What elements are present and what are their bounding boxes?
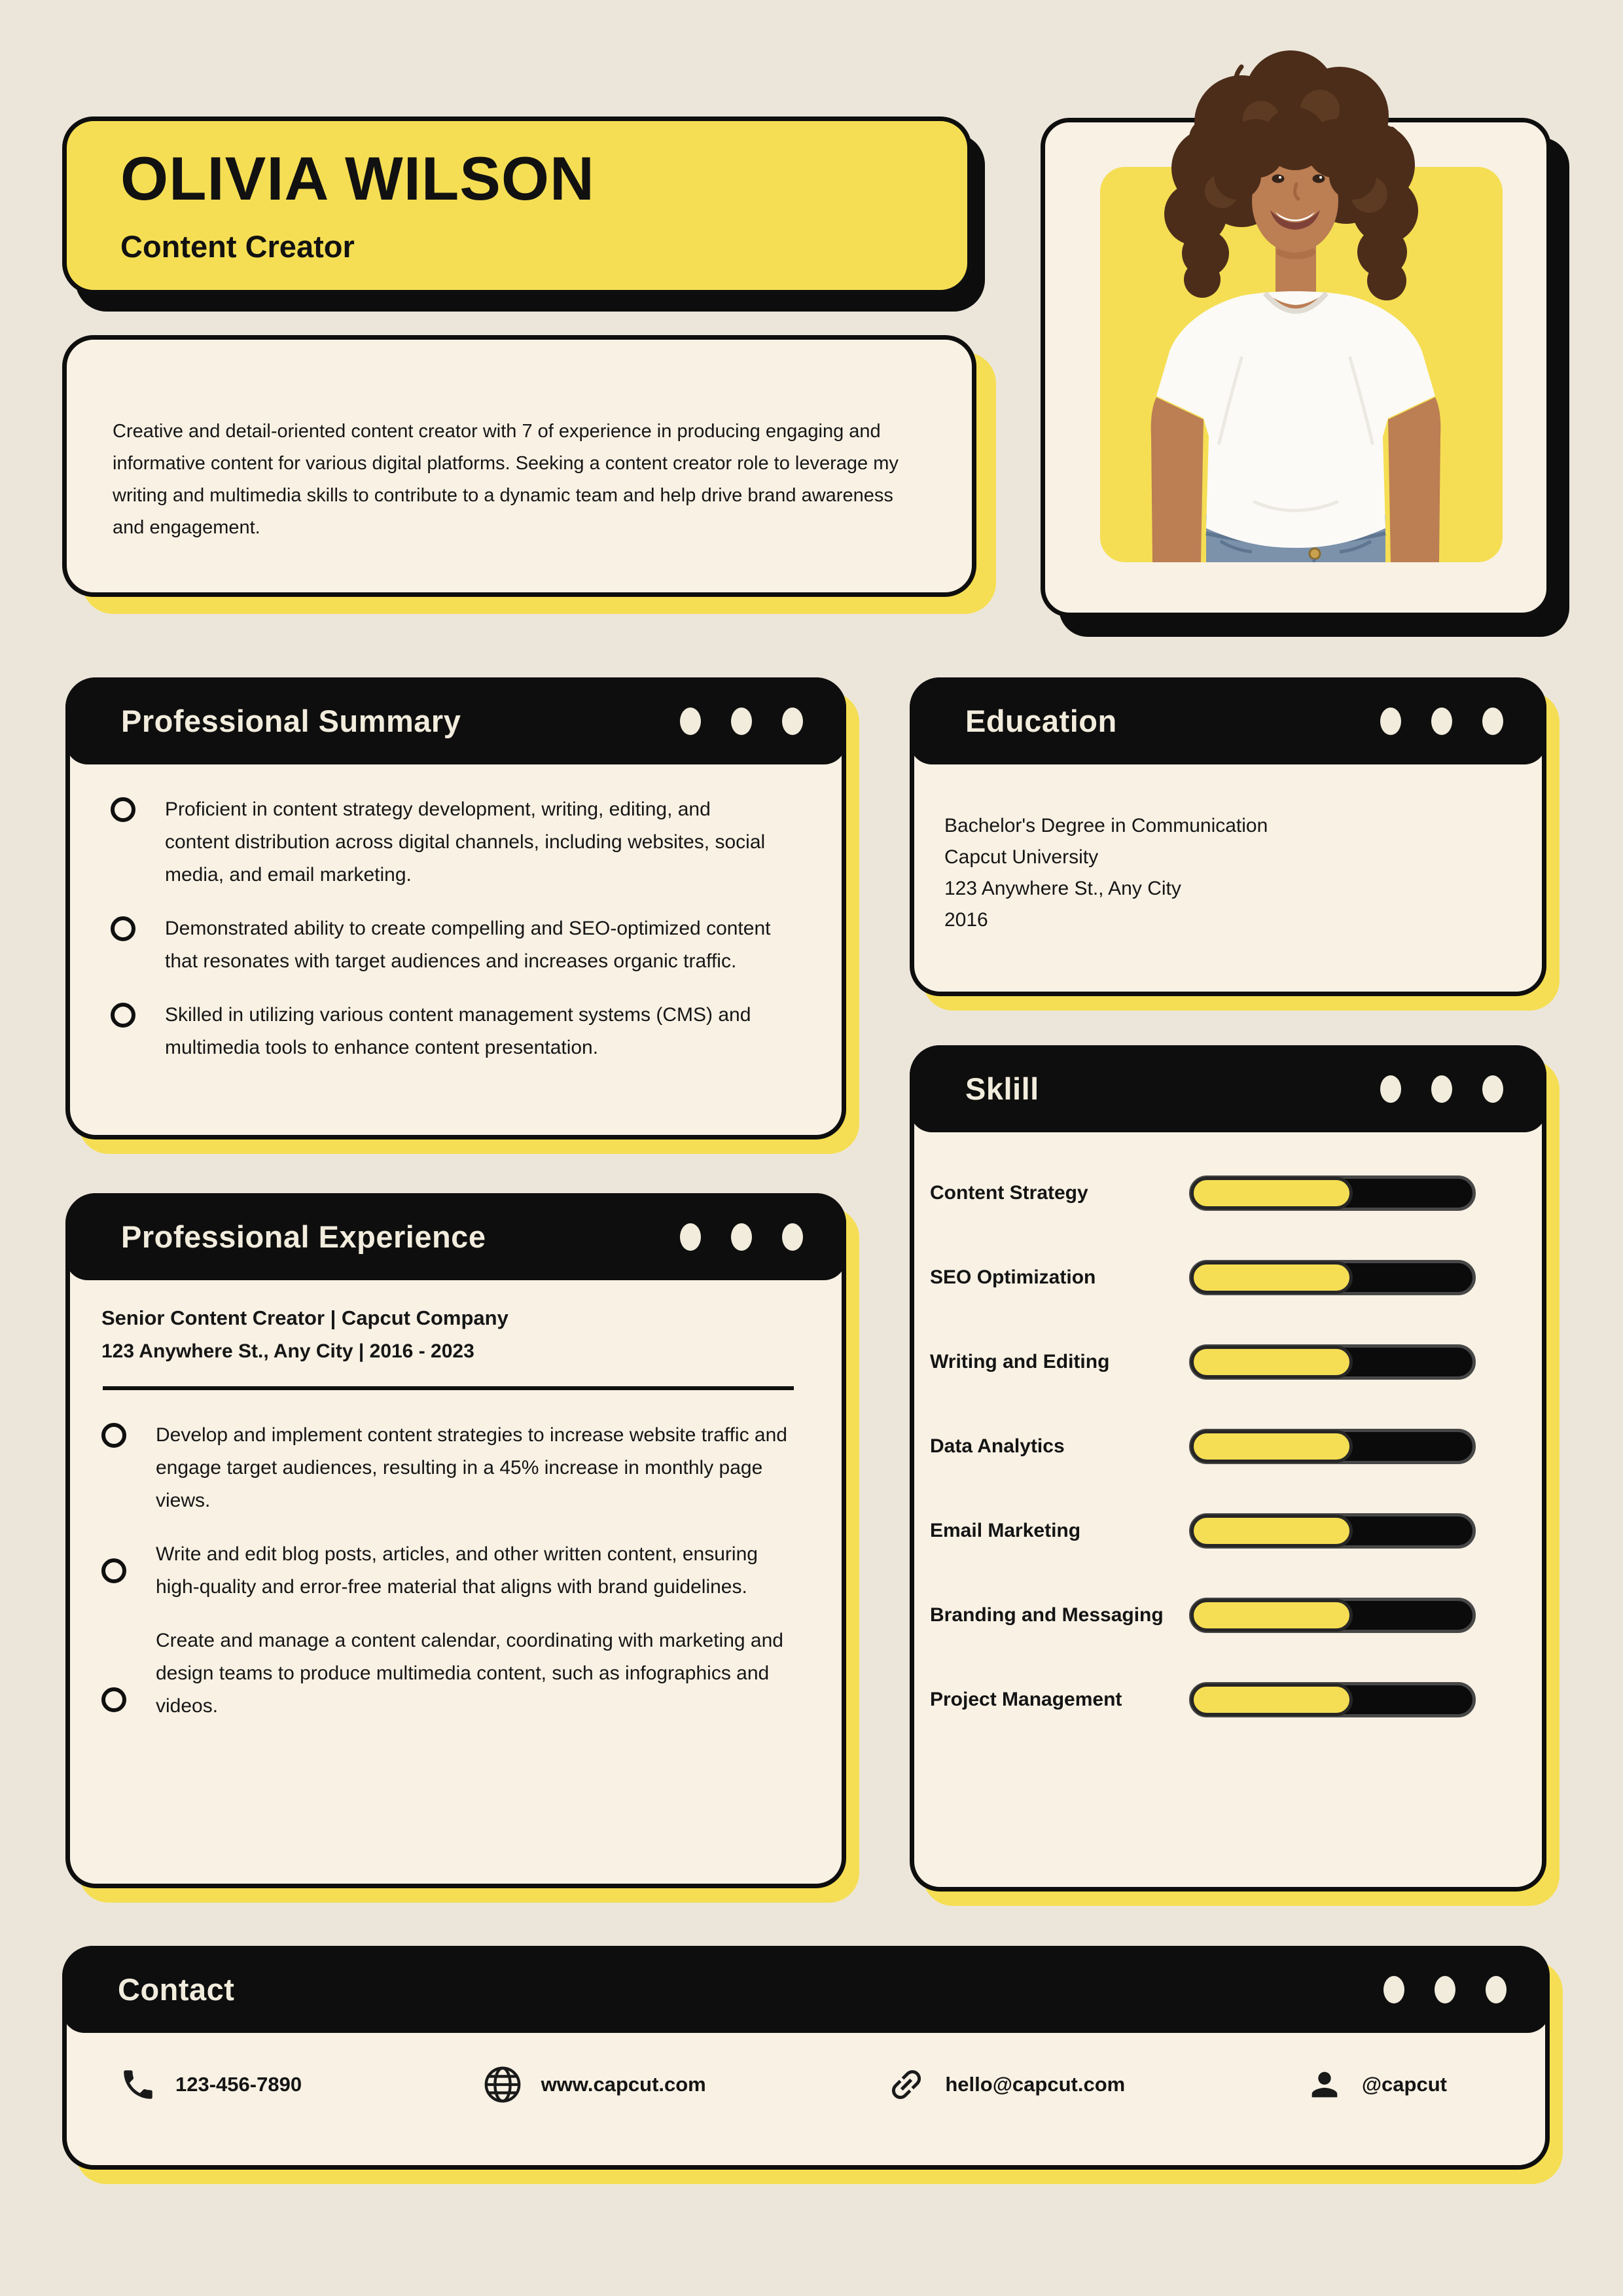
contact-social-value: @capcut	[1361, 2073, 1447, 2096]
bullet-circle-icon	[101, 1558, 126, 1583]
skill-label: SEO Optimization	[930, 1266, 1096, 1288]
skill-bar	[1189, 1344, 1476, 1380]
skill-bar	[1189, 1513, 1476, 1549]
user-icon	[1306, 2066, 1344, 2104]
window-dot-icon	[1431, 1075, 1452, 1103]
contact-phone	[119, 2066, 302, 2104]
skill-bar	[1189, 1598, 1476, 1633]
skills-list	[914, 1050, 1542, 1742]
summary-bullet-text: Skilled in utilizing various content management systems (CMS) and multimedia tools to enhance content presentation.	[165, 1004, 751, 1058]
skill-label: Project Management	[930, 1688, 1122, 1710]
skill-bar-fill	[1190, 1683, 1353, 1716]
education-school: Capcut University	[944, 846, 1099, 868]
skill-label: Writing and Editing	[930, 1350, 1110, 1372]
list-item	[101, 1419, 806, 1517]
window-dots	[1380, 708, 1503, 735]
skills-card	[910, 1045, 1546, 1892]
experience-bullet-text: Create and manage a content calendar, coordinating with marketing and design teams to produce multimedia content, such as infographics and videos.	[156, 1630, 783, 1717]
education-degree: Bachelor's Degree in Communication	[944, 815, 1268, 836]
phone-icon	[119, 2066, 157, 2104]
skill-row	[914, 1235, 1542, 1319]
globe-icon	[482, 2064, 523, 2105]
list-item	[111, 999, 800, 1064]
skill-row	[914, 1657, 1542, 1742]
experience-header	[65, 1193, 846, 1280]
bullet-circle-icon	[111, 916, 135, 941]
window-dot-icon	[731, 708, 752, 735]
window-dot-icon	[1486, 1976, 1507, 2003]
profile-photo	[1045, 44, 1556, 641]
skill-bar	[1189, 1429, 1476, 1464]
experience-bullet-text: Write and edit blog posts, articles, and other written content, ensuring high-quality and error-free material that aligns with brand guidelines.	[156, 1543, 758, 1598]
window-dot-icon	[1435, 1976, 1455, 2003]
skill-bar-fill	[1190, 1177, 1353, 1210]
skill-row	[914, 1319, 1542, 1404]
window-dot-icon	[1482, 708, 1503, 735]
education-title: Education	[965, 704, 1117, 738]
experience-bullets	[101, 1390, 806, 1723]
education-header	[910, 677, 1546, 764]
bullet-circle-icon	[101, 1423, 126, 1448]
skill-bar-fill	[1190, 1261, 1353, 1294]
list-item	[101, 1538, 806, 1604]
window-dot-icon	[680, 1223, 701, 1251]
skills-title: Sklill	[965, 1071, 1039, 1106]
contact-website-value: www.capcut.com	[541, 2073, 706, 2096]
contact-header	[62, 1946, 1550, 2033]
skill-row	[914, 1404, 1542, 1488]
list-item	[111, 912, 800, 978]
window-dot-icon	[1431, 708, 1452, 735]
experience-card	[65, 1193, 846, 1888]
bullet-circle-icon	[101, 1687, 126, 1712]
summary-bullet-text: Proficient in content strategy development, writing, editing, and content distribution across digital channels, including websites, social media, and email marketing.	[165, 798, 766, 886]
skill-bar	[1189, 1260, 1476, 1295]
skill-row	[914, 1151, 1542, 1235]
person-role: Content Creator	[120, 229, 355, 264]
job-meta: 123 Anywhere St., Any City | 2016 - 2023	[101, 1340, 474, 1362]
skill-row	[914, 1488, 1542, 1573]
window-dot-icon	[782, 1223, 803, 1251]
education-card	[910, 677, 1546, 996]
summary-card	[65, 677, 846, 1139]
window-dots	[680, 708, 803, 735]
summary-bullet-text: Demonstrated ability to create compelling and SEO-optimized content that resonates with target audiences and increases organic traffic.	[165, 918, 771, 972]
summary-title: Professional Summary	[121, 704, 461, 738]
skill-label: Content Strategy	[930, 1181, 1088, 1204]
skills-header	[910, 1045, 1546, 1132]
skill-label: Branding and Messaging	[930, 1604, 1164, 1626]
skill-bar	[1189, 1175, 1476, 1211]
job-title: Senior Content Creator | Capcut Company	[101, 1306, 508, 1329]
intro-text: Creative and detail-oriented content creator with 7 of experience in producing engaging and informative content for various digital platforms. Seeking a content creator role to leverage my writing and multimedia skills to contribute to a dynamic team and help drive brand awareness and engagement.	[113, 421, 899, 538]
skill-label: Email Marketing	[930, 1519, 1081, 1541]
window-dots	[1380, 1075, 1503, 1103]
window-dot-icon	[1383, 1976, 1404, 2003]
skill-row	[914, 1573, 1542, 1657]
education-address: 123 Anywhere St., Any City	[944, 878, 1181, 899]
contact-phone-value: 123-456-7890	[175, 2073, 302, 2096]
experience-title: Professional Experience	[121, 1219, 486, 1254]
contact-email	[886, 2064, 1125, 2105]
window-dot-icon	[680, 708, 701, 735]
experience-bullet-text: Develop and implement content strategies to increase website traffic and engage target audiences, resulting in a 45% increase in monthly page views.	[156, 1424, 787, 1511]
person-name: OLIVIA WILSON	[120, 144, 595, 213]
skill-bar-fill	[1190, 1430, 1353, 1463]
skill-bar-fill	[1190, 1346, 1353, 1378]
contact-email-value: hello@capcut.com	[945, 2073, 1126, 2096]
bullet-circle-icon	[111, 797, 135, 822]
window-dot-icon	[731, 1223, 752, 1251]
photo-card	[1041, 118, 1551, 617]
list-item	[101, 1624, 806, 1723]
bullet-circle-icon	[111, 1003, 135, 1028]
window-dot-icon	[1380, 1075, 1401, 1103]
intro-card	[62, 335, 976, 597]
window-dot-icon	[1380, 708, 1401, 735]
window-dot-icon	[782, 708, 803, 735]
name-card	[62, 117, 972, 295]
contact-social	[1306, 2066, 1447, 2104]
contact-title: Contact	[118, 1972, 235, 2007]
window-dot-icon	[1482, 1075, 1503, 1103]
skill-bar	[1189, 1682, 1476, 1717]
link-icon	[886, 2064, 927, 2105]
list-item	[111, 793, 800, 891]
summary-header	[65, 677, 846, 764]
contact-card	[62, 1946, 1550, 2170]
contact-website	[482, 2064, 706, 2105]
education-year: 2016	[944, 909, 988, 931]
skill-bar-fill	[1190, 1515, 1353, 1547]
skill-label: Data Analytics	[930, 1435, 1065, 1457]
window-dots	[680, 1223, 803, 1251]
window-dots	[1383, 1976, 1507, 2003]
skill-bar-fill	[1190, 1599, 1353, 1632]
